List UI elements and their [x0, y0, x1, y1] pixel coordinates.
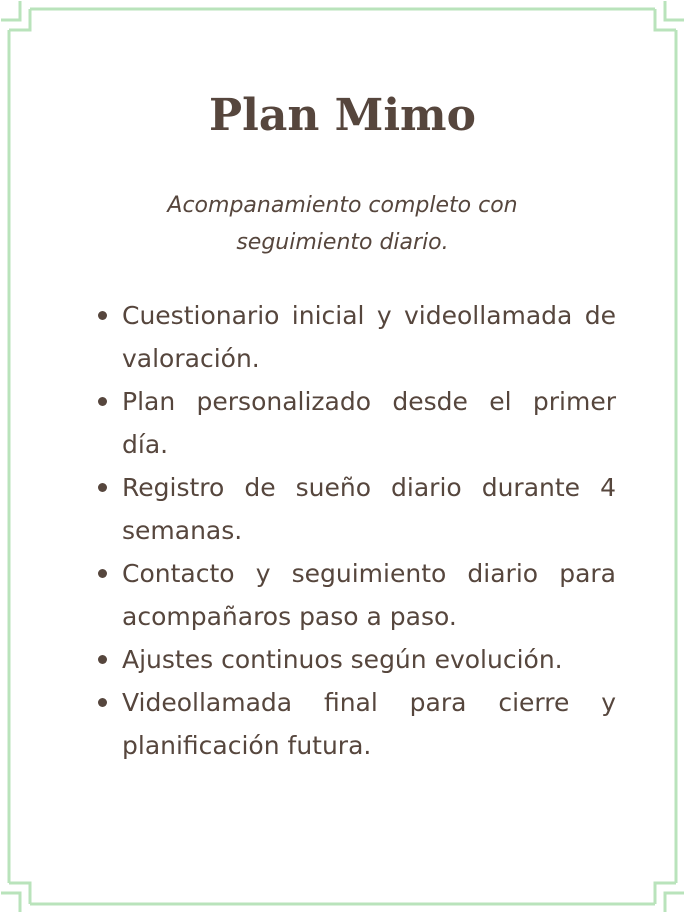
feature-text: Plan personalizado desde el primer día.	[122, 387, 616, 459]
feature-text: Cuestionario inicial y videollamada de valoración.	[122, 301, 616, 373]
feature-item	[122, 681, 616, 767]
bullet-icon	[98, 397, 107, 406]
bullet-icon	[98, 655, 107, 664]
plan-title: Plan Mimo	[209, 90, 476, 141]
bullet-icon	[98, 569, 107, 578]
feature-item	[122, 294, 616, 380]
feature-text: Contacto y seguimiento diario para acompañaros paso a paso.	[122, 559, 616, 631]
bullet-icon	[98, 311, 107, 320]
feature-list	[122, 294, 616, 767]
bullet-icon	[98, 483, 107, 492]
feature-item	[122, 638, 616, 681]
bullet-icon	[98, 698, 107, 707]
feature-item	[122, 380, 616, 466]
feature-text: Ajustes continuos según evolución.	[122, 645, 563, 674]
feature-item	[122, 552, 616, 638]
feature-text: Registro de sueño diario durante 4 semanas.	[122, 473, 616, 545]
feature-text: Videollamada final para cierre y planificación futura.	[122, 688, 616, 760]
feature-item	[122, 466, 616, 552]
plan-subtitle: Acompanamiento completo con seguimiento diario.	[167, 193, 518, 255]
